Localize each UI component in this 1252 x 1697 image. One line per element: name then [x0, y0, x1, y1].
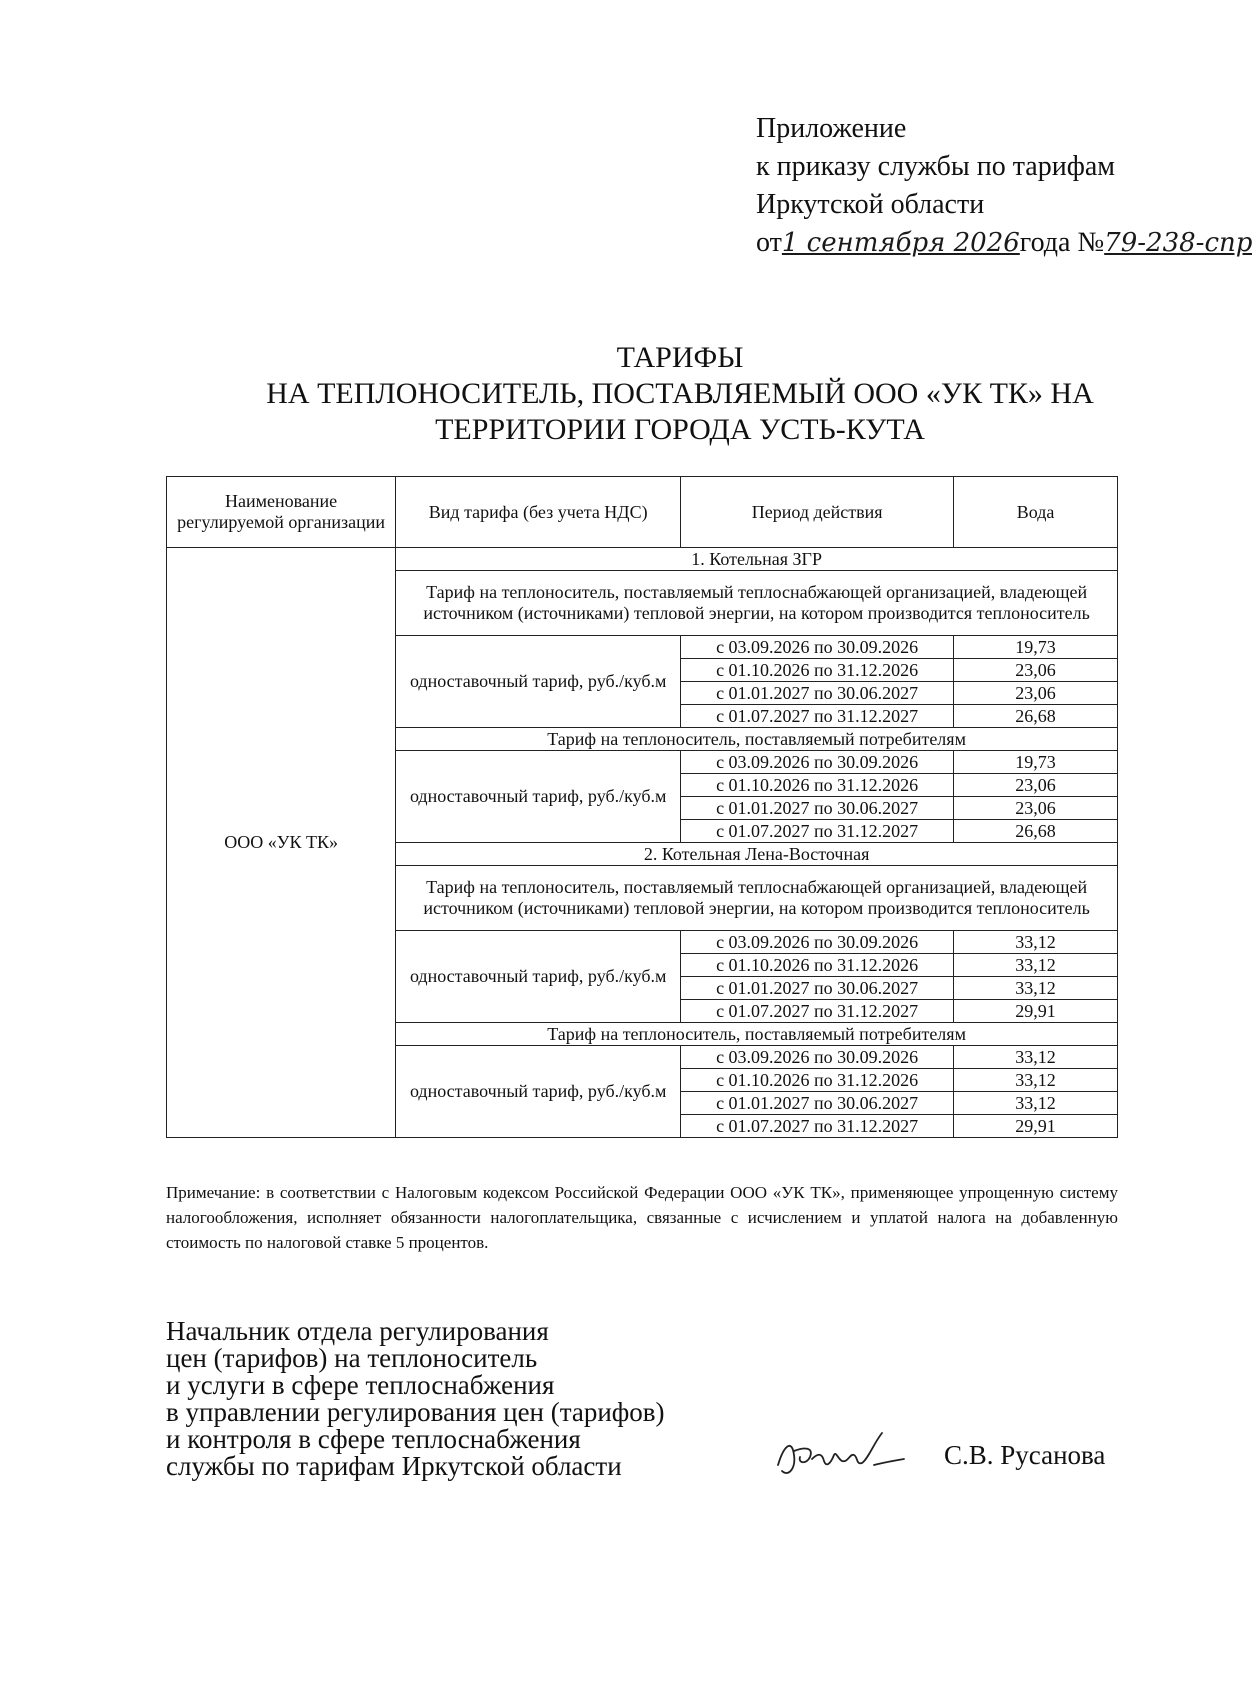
tariff-label: одноставочный тариф, руб./куб.м [396, 931, 681, 1023]
period-cell: с 01.01.2027 по 30.06.2027 [681, 1092, 954, 1115]
title-line-2: НА ТЕПЛОНОСИТЕЛЬ, ПОСТАВЛЯЕМЫЙ ООО «УК ТК» НА [266, 377, 1094, 410]
position-line: службы по тарифам Иркутской области [166, 1451, 622, 1481]
header-water: Вода [954, 477, 1118, 548]
tariff-label: одноставочный тариф, руб./куб.м [396, 1046, 681, 1138]
period-cell: с 01.07.2027 по 31.12.2027 [681, 705, 954, 728]
handwritten-date: 1 сентября 2026 [781, 228, 1020, 258]
header-org: Наименование регулируемой организации [167, 477, 396, 548]
position-line: Начальник отдела регулирования [166, 1316, 549, 1346]
appendix-order-ref: к приказу службы по тарифам [756, 151, 1115, 182]
handwritten-order-number: 79-238-спр [1104, 228, 1252, 258]
water-value: 29,91 [954, 1000, 1118, 1023]
order-date-line [756, 224, 1252, 262]
water-value: 33,12 [954, 977, 1118, 1000]
period-cell: с 01.01.2027 по 30.06.2027 [681, 797, 954, 820]
period-cell: с 03.09.2026 по 30.09.2026 [681, 751, 954, 774]
water-value: 23,06 [954, 659, 1118, 682]
water-value: 29,91 [954, 1115, 1118, 1138]
org-name-cell: ООО «УК ТК» [167, 548, 396, 1138]
group-description: Тариф на теплоноситель, поставляемый теплоснабжающей организацией, владеющей источником (источниками) тепловой энергии, на котором производится теплоноситель [396, 866, 1118, 931]
group-description: Тариф на теплоноситель, поставляемый потребителям [396, 1023, 1118, 1046]
water-value: 19,73 [954, 751, 1118, 774]
period-cell: с 01.01.2027 по 30.06.2027 [681, 682, 954, 705]
table-header-row [167, 477, 1118, 548]
section-row [167, 548, 1118, 571]
position-line: и услуги в сфере теплоснабжения [166, 1370, 555, 1400]
group-description: Тариф на теплоноситель, поставляемый потребителям [396, 728, 1118, 751]
water-value: 26,68 [954, 820, 1118, 843]
water-value: 23,06 [954, 797, 1118, 820]
appendix-header [756, 110, 1252, 262]
period-cell: с 01.01.2027 по 30.06.2027 [681, 977, 954, 1000]
period-cell: с 03.09.2026 по 30.09.2026 [681, 1046, 954, 1069]
title-line-1: ТАРИФЫ [616, 341, 744, 374]
water-value: 23,06 [954, 774, 1118, 797]
water-value: 19,73 [954, 636, 1118, 659]
period-cell: с 01.10.2026 по 31.12.2026 [681, 774, 954, 797]
position-line: в управлении регулирования цен (тарифов) [166, 1397, 665, 1427]
period-cell: с 01.10.2026 по 31.12.2026 [681, 1069, 954, 1092]
appendix-title: Приложение [756, 113, 907, 144]
position-line: и контроля в сфере теплоснабжения [166, 1424, 581, 1454]
section-title: 2. Котельная Лена-Восточная [396, 843, 1118, 866]
period-cell: с 03.09.2026 по 30.09.2026 [681, 636, 954, 659]
signatory-position [166, 1318, 665, 1480]
period-cell: с 01.07.2027 по 31.12.2027 [681, 1000, 954, 1023]
water-value: 33,12 [954, 1069, 1118, 1092]
title-line-3: ТЕРРИТОРИИ ГОРОДА УСТЬ-КУТА [435, 413, 925, 446]
tariff-label: одноставочный тариф, руб./куб.м [396, 636, 681, 728]
document-title [150, 340, 1210, 448]
date-prefix: от [756, 227, 782, 258]
water-value: 33,12 [954, 1046, 1118, 1069]
position-line: цен (тарифов) на теплоноситель [166, 1343, 538, 1373]
period-cell: с 01.10.2026 по 31.12.2026 [681, 659, 954, 682]
water-value: 33,12 [954, 1092, 1118, 1115]
date-mid: года № [1019, 227, 1105, 258]
water-value: 26,68 [954, 705, 1118, 728]
header-period: Период действия [681, 477, 954, 548]
section-title: 1. Котельная ЗГР [396, 548, 1118, 571]
period-cell: с 01.10.2026 по 31.12.2026 [681, 954, 954, 977]
handwritten-signature [770, 1425, 920, 1485]
group-description: Тариф на теплоноситель, поставляемый теплоснабжающей организацией, владеющей источником (источниками) тепловой энергии, на котором производится теплоноситель [396, 571, 1118, 636]
appendix-region: Иркутской области [756, 189, 985, 220]
period-cell: с 01.07.2027 по 31.12.2027 [681, 820, 954, 843]
water-value: 33,12 [954, 954, 1118, 977]
tariff-table [166, 476, 1118, 1138]
water-value: 23,06 [954, 682, 1118, 705]
header-tariff-type: Вид тарифа (без учета НДС) [396, 477, 681, 548]
water-value: 33,12 [954, 931, 1118, 954]
period-cell: с 03.09.2026 по 30.09.2026 [681, 931, 954, 954]
signer-name: С.В. Русанова [944, 1440, 1106, 1470]
tariff-label: одноставочный тариф, руб./куб.м [396, 751, 681, 843]
period-cell: с 01.07.2027 по 31.12.2027 [681, 1115, 954, 1138]
tax-note: Примечание: в соответствии с Налоговым кодексом Российской Федерации ООО «УК ТК», применяющее упрощенную систему налогообложения, исполняет обязанности налогоплательщика, связанные с исчислением и уплатой налога на добавленную стоимость по налоговой ставке 5 процентов. [166, 1183, 1118, 1252]
